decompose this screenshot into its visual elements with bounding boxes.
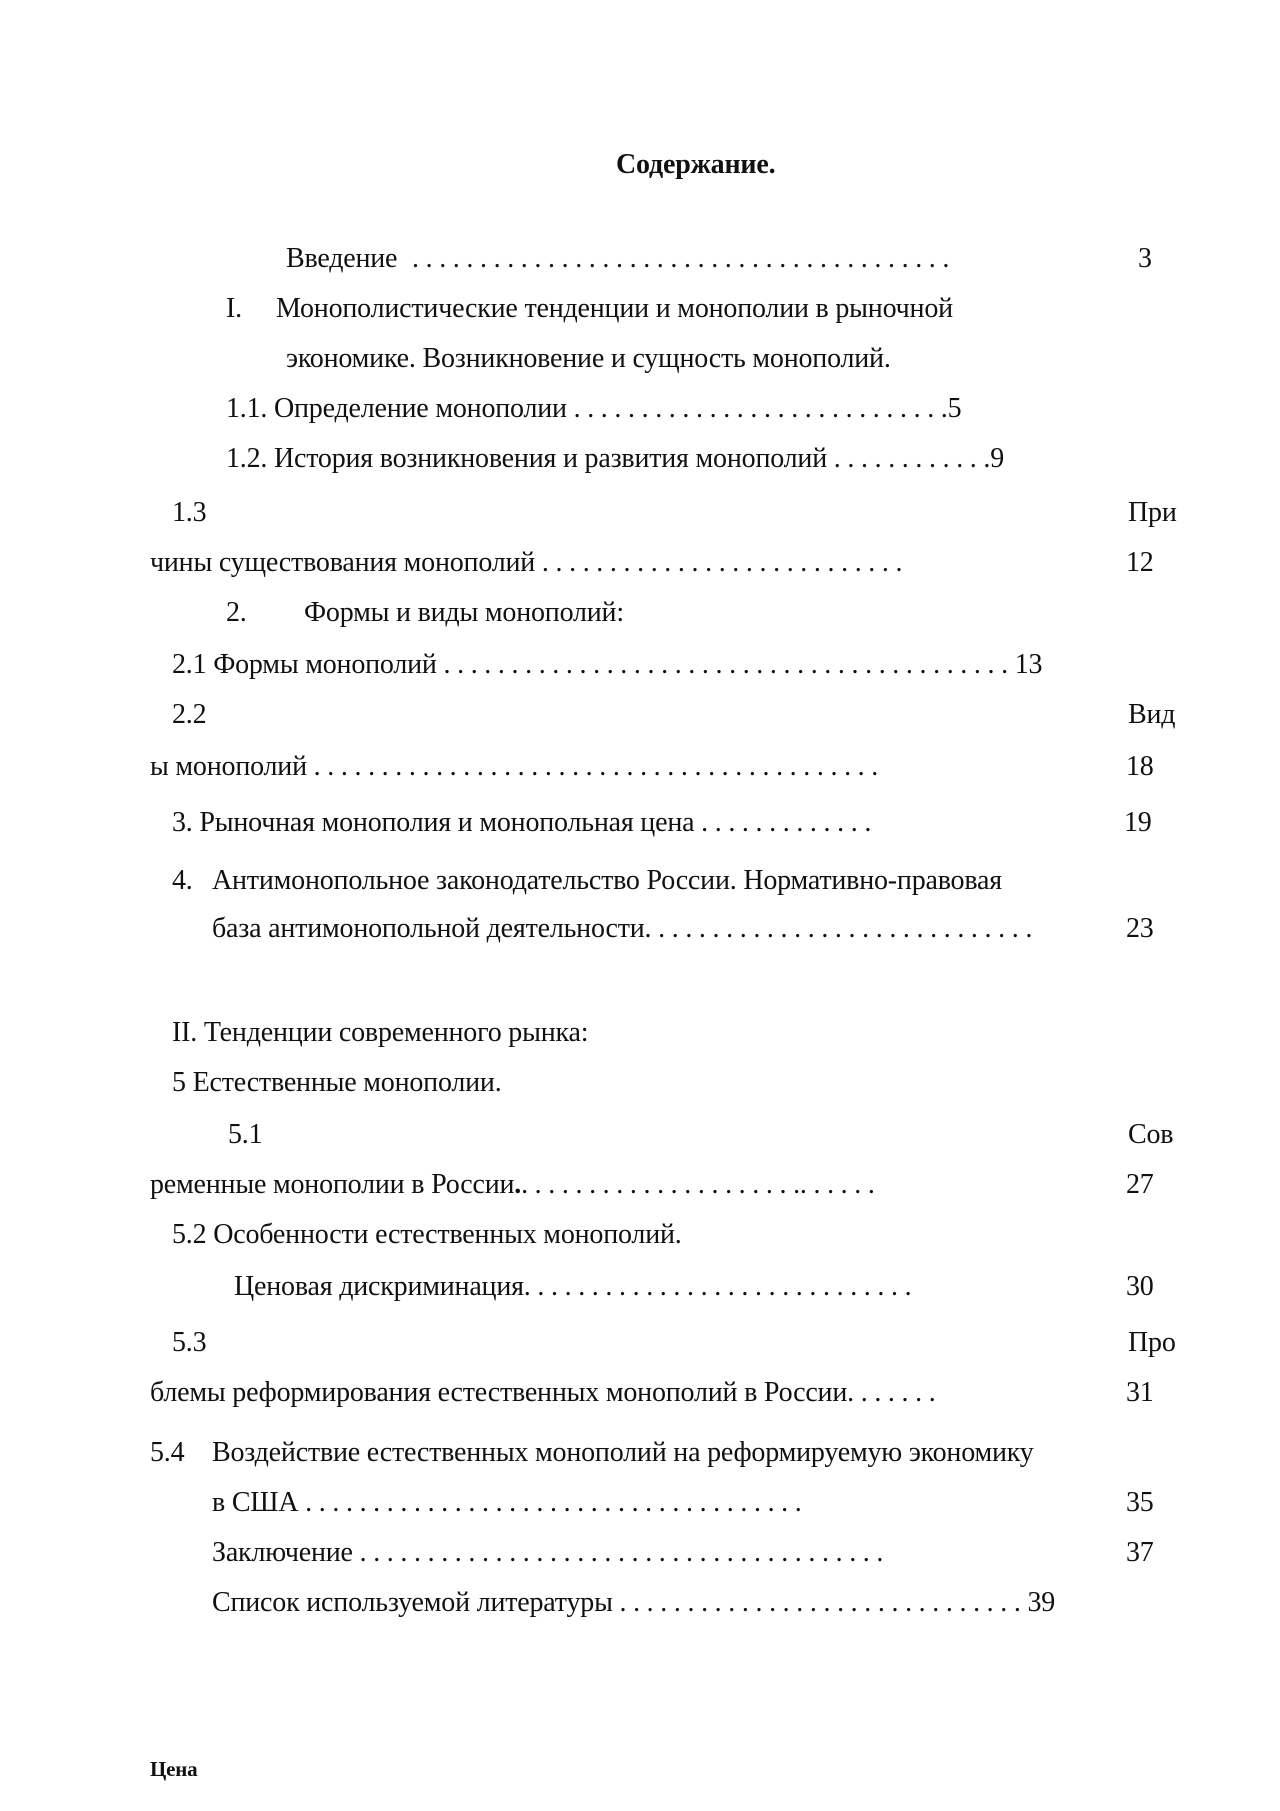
toc-section-5: 5 Естественные монополии.: [172, 1067, 502, 1098]
toc-section-5-4-page: 35: [1126, 1487, 1154, 1518]
toc-section-5-1-fragment: Сов: [1128, 1119, 1174, 1150]
toc-part2: II. Тенденции современного рынка:: [172, 1017, 589, 1048]
toc-section-5-1-bold-dot: .: [514, 1169, 522, 1200]
page-footer-text: Цена: [150, 1757, 198, 1781]
toc-section-5-1-number: 5.1: [228, 1119, 263, 1150]
toc-section-1-3-fragment: При: [1128, 497, 1177, 528]
toc-section-2-2-page: 18: [1126, 751, 1154, 782]
toc-section-4-page: 23: [1126, 913, 1154, 944]
toc-section-5-1-text: [150, 1168, 875, 1202]
toc-part1-number: I.: [226, 293, 242, 324]
toc-section-5-2-page: 30: [1126, 1271, 1154, 1302]
toc-section-2-2-text: ы монополий . . . . . . . . . . . . . . . . . . . . . . . . . . . . . . . . . . . . . . . . . .: [150, 751, 879, 782]
toc-section-5-1-page: 27: [1126, 1169, 1154, 1200]
toc-section-5-1-text-main: ременные монополии в России: [150, 1169, 515, 1200]
toc-section-1-3-page: 12: [1126, 547, 1154, 578]
toc-section-5-3-fragment: Про: [1128, 1327, 1176, 1358]
toc-section-1-3-number: 1.3: [172, 497, 207, 528]
toc-section-2-number: 2.: [226, 597, 247, 628]
toc-section-4-number: 4.: [172, 865, 193, 896]
page-title: Содержание.: [616, 149, 776, 180]
toc-section-5-1-leader: . . . . . . . . . . . . . . . . . . . . .. . . . . .: [521, 1169, 875, 1200]
toc-section-5-3-page: 31: [1126, 1377, 1154, 1408]
toc-conclusion: Заключение . . . . . . . . . . . . . . . . . . . . . . . . . . . . . . . . . . . . . . .: [212, 1537, 884, 1568]
toc-section-5-2-cont: Ценовая дискриминация. . . . . . . . . . . . . . . . . . . . . . . . . . . . .: [234, 1271, 912, 1302]
toc-section-1-1: 1.1. Определение монополии . . . . . . . . . . . . . . . . . . . . . . . . . . . .5: [226, 393, 962, 424]
toc-section-5-3-text: блемы реформирования естественных монополий в России. . . . . . .: [150, 1377, 936, 1408]
toc-section-2-title: Формы и виды монополий:: [304, 597, 624, 628]
toc-section-5-3-number: 5.3: [172, 1327, 207, 1358]
toc-intro-label: Введение: [286, 243, 398, 274]
toc-section-5-4-title: Воздействие естественных монополий на реформируемую экономику: [212, 1437, 1034, 1468]
toc-section-1-3-text: чины существования монополий . . . . . . . . . . . . . . . . . . . . . . . . . . .: [150, 547, 903, 578]
toc-section-5-4-title-cont: в США . . . . . . . . . . . . . . . . . . . . . . . . . . . . . . . . . . . . .: [212, 1487, 802, 1518]
toc-conclusion-page: 37: [1126, 1537, 1154, 1568]
toc-intro-leader: . . . . . . . . . . . . . . . . . . . . . . . . . . . . . . . . . . . . . . . .: [412, 243, 950, 274]
toc-section-5-2: 5.2 Особенности естественных монополий.: [172, 1219, 682, 1250]
toc-section-4-title: Антимонопольное законодательство России. Нормативно-правовая: [212, 865, 1002, 896]
toc-part1-title: Монополистические тенденции и монополии в рыночной: [276, 293, 953, 324]
toc-bibliography: Список используемой литературы . . . . . . . . . . . . . . . . . . . . . . . . . . . . . . 39: [212, 1587, 1056, 1618]
toc-section-2-2-number: 2.2: [172, 699, 207, 730]
toc-part1-title-cont: экономике. Возникновение и сущность монополий.: [286, 343, 891, 374]
toc-section-2-2-fragment: Вид: [1128, 699, 1176, 730]
toc-intro-page: 3: [1138, 243, 1152, 274]
toc-section-3-page: 19: [1124, 807, 1152, 838]
toc-section-5-4-number: 5.4: [150, 1437, 185, 1468]
toc-section-2-1: 2.1 Формы монополий . . . . . . . . . . . . . . . . . . . . . . . . . . . . . . . . . . . . . . . . . . 13: [172, 649, 1043, 680]
toc-section-3: 3. Рыночная монополия и монопольная цена . . . . . . . . . . . . .: [172, 807, 872, 838]
toc-section-1-2: 1.2. История возникновения и развития монополий . . . . . . . . . . . .9: [226, 443, 1004, 474]
toc-section-4-title-cont: база антимонопольной деятельности. . . . . . . . . . . . . . . . . . . . . . . . . . . . .: [212, 913, 1033, 944]
